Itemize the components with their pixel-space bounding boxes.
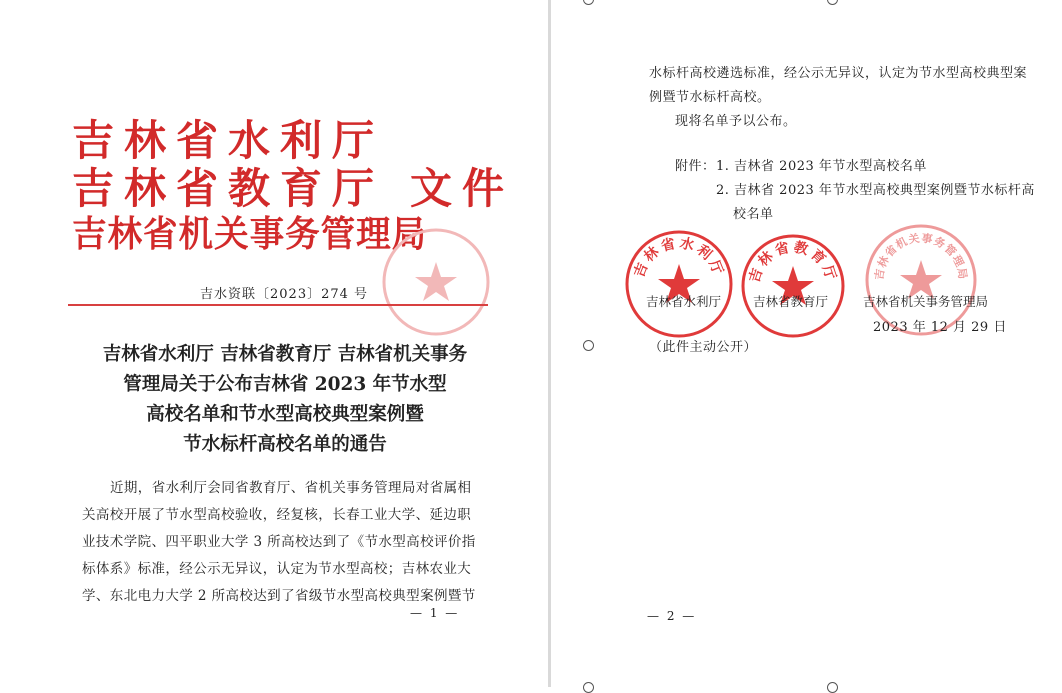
p2-body-line-2: 例暨节水标杆高校。 [649, 90, 771, 105]
body-line-1: 近期，省水利厅会同省教育厅、省机关事务管理局对省属相 [110, 480, 472, 496]
page-number-2: — 2 — [647, 609, 697, 623]
page-number-1: — 1 — [410, 606, 460, 620]
binding-hole-icon [583, 340, 594, 351]
attachment-1: 1. 吉林省 2023 年节水型高校名单 [716, 159, 927, 174]
document-page-2 [551, 0, 1062, 687]
disclosure-note: （此件主动公开） [649, 340, 758, 355]
body-line-4: 标体系》标准，经公示无异议，认定为节水型高校；吉林农业大 [82, 561, 472, 577]
notice-title-line-1: 吉林省水利厅 吉林省教育厅 吉林省机关事务 [102, 344, 468, 365]
education-department-seal-icon [739, 232, 847, 340]
body-line-5: 学、东北电力大学 2 所高校达到了省级节水型高校典型案例暨节 [82, 588, 476, 604]
water-seal-text: 吉林省水利厅 [631, 235, 727, 280]
faint-seal-icon [380, 226, 492, 338]
issuer-heading-affairs: 吉林省机关事务管理局 [72, 214, 428, 255]
signer-education: 吉林省教育厅 [753, 294, 829, 309]
issue-date: 2023 年 12 月 29 日 [873, 320, 1007, 335]
document-label: 文件 [410, 164, 515, 213]
notice-title-line-3: 高校名单和节水型高校典型案例暨 [146, 404, 424, 425]
affairs-seal-text: 吉林省机关事务管理局 [872, 231, 970, 281]
attachments-label: 附件： [675, 159, 716, 174]
issuer-heading-water: 吉林省水利厅 [72, 116, 385, 165]
p2-body-line-1: 水标杆高校遴选标准，经公示无异议，认定为节水型高校典型案 [649, 66, 1028, 81]
attachment-2-cont: 校名单 [733, 207, 774, 222]
attachment-2: 2. 吉林省 2023 年节水型高校典型案例暨节水标杆高 [716, 183, 1035, 198]
body-line-2: 关高校开展了节水型高校验收，经复核，长春工业大学、延边职 [82, 507, 472, 523]
binding-hole-icon [827, 682, 838, 693]
education-seal-text: 吉林省教育厅 [746, 239, 840, 285]
notice-title-line-2: 管理局关于公布吉林省 2023 年节水型 [123, 374, 447, 395]
signer-water: 吉林省水利厅 [646, 294, 722, 309]
p2-body-line-3: 现将名单予以公布。 [675, 114, 797, 129]
water-department-seal-icon [623, 228, 735, 340]
document-number: 吉水资联〔2023〕274 号 [200, 287, 369, 302]
signer-affairs: 吉林省机关事务管理局 [863, 294, 989, 309]
red-divider [68, 304, 488, 306]
body-line-3: 业技术学院、四平职业大学 3 所高校达到了《节水型高校评价指 [82, 534, 476, 550]
binding-hole-icon [583, 682, 594, 693]
binding-hole-icon [827, 0, 838, 5]
issuer-heading-education-text: 吉林省教育厅 [72, 164, 385, 213]
binding-hole-icon [583, 0, 594, 5]
notice-title-line-4: 节水标杆高校名单的通告 [183, 434, 387, 455]
